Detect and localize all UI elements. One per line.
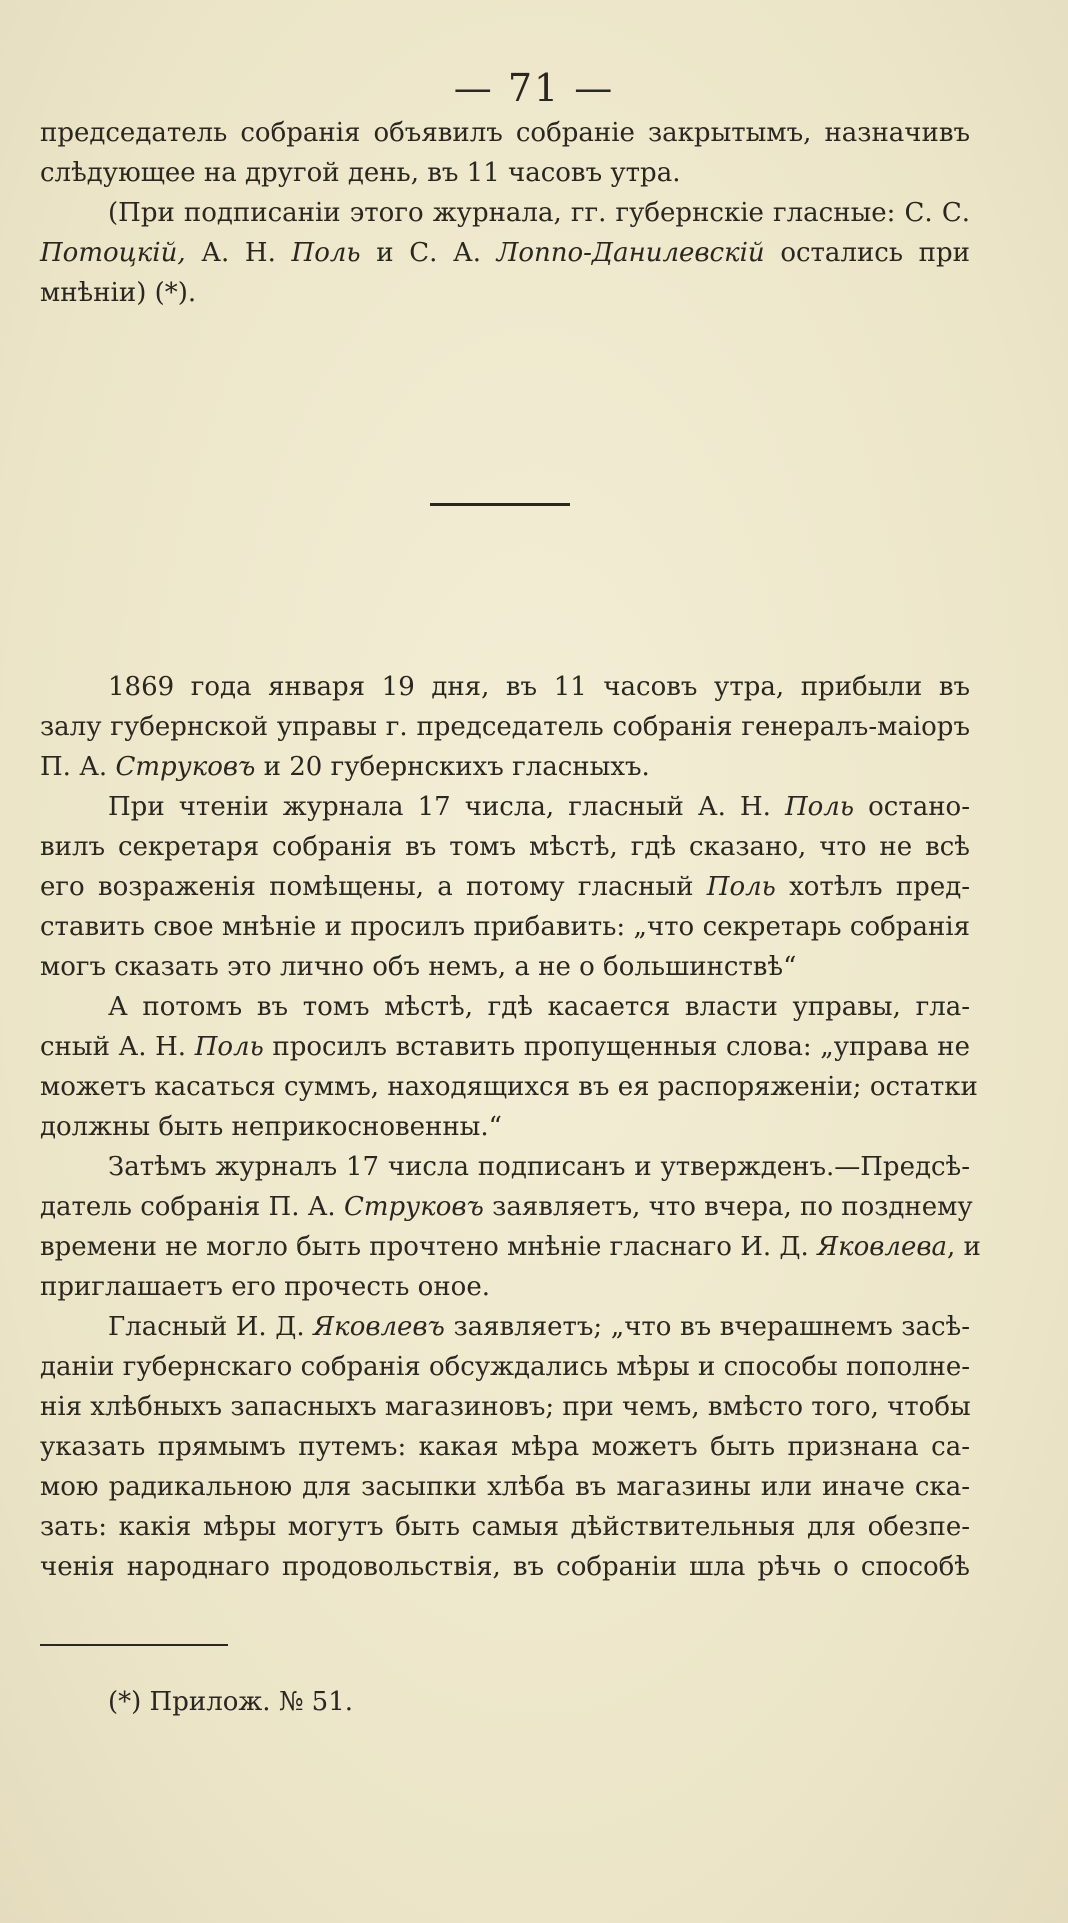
italic-name: Поль — [706, 872, 776, 902]
text-segment: нія хлѣбныхъ запасныхъ магазиновъ; при чемъ, вмѣсто того, чтобы — [40, 1392, 971, 1422]
text-line — [40, 707, 970, 747]
text-line — [40, 827, 970, 867]
text-line — [40, 1387, 970, 1427]
text-line — [40, 987, 970, 1027]
text-segment: и С. А. — [360, 238, 497, 268]
text-segment: просилъ вставить пропущенныя слова: „управа не — [263, 1032, 970, 1062]
text-line — [40, 273, 970, 313]
text-line — [40, 1427, 970, 1467]
text-segment: слѣдующее на другой день, въ 11 часовъ утра. — [40, 158, 681, 188]
italic-name: Поль — [784, 792, 855, 822]
text-segment: датель собранія П. А. — [40, 1192, 344, 1222]
text-line — [40, 1107, 970, 1147]
text-segment: остано- — [854, 792, 970, 822]
text-segment: указать прямымъ путемъ: какая мѣра можетъ быть признана са- — [40, 1432, 970, 1462]
text-line — [40, 1307, 970, 1347]
italic-name: Яковлевъ — [313, 1312, 445, 1342]
text-line — [40, 233, 970, 273]
text-line — [40, 113, 970, 153]
text-segment: заявляетъ, что вчера, по позднему — [483, 1192, 973, 1222]
text-line — [40, 1547, 970, 1587]
text-line — [40, 1227, 981, 1267]
text-segment: даніи губернскаго собранія обсуждались мѣры и способы пополне- — [40, 1352, 970, 1382]
text-segment: Затѣмъ журналъ 17 числа подписанъ и утвержденъ.—Предсѣ- — [108, 1152, 970, 1182]
text-segment: 1869 года января 19 дня, въ 11 часовъ утра, прибыли въ — [108, 672, 970, 702]
text-segment: мнѣніи) (*). — [40, 278, 197, 308]
text-line — [40, 747, 970, 787]
text-segment: ставить свое мнѣніе и просилъ прибавить: „что секретарь собранія — [40, 912, 970, 942]
text-segment: заявляетъ; „что въ вчерашнемъ засѣ- — [444, 1312, 970, 1342]
italic-name: Поль — [291, 238, 361, 268]
text-segment: зать: какія мѣры могутъ быть самыя дѣйствительныя для обезпе- — [40, 1512, 970, 1542]
text-segment: (При подписаніи этого журнала, гг. губернскіе гласные: С. С. — [108, 198, 970, 228]
text-segment: приглашаетъ его прочесть оное. — [40, 1272, 490, 1302]
italic-name: Потоцкій, — [40, 238, 202, 268]
text-line — [40, 947, 970, 987]
footnote: (*) Прилож. № 51. — [108, 1687, 354, 1717]
italic-name: Струковъ — [115, 752, 256, 782]
italic-name: Лоппо-Данилевскій — [496, 238, 765, 268]
text-segment: вилъ секретаря собранія въ томъ мѣстѣ, гдѣ сказано, что не всѣ — [40, 832, 970, 862]
italic-name: Яковлева — [817, 1232, 947, 1262]
text-segment: ченія народнаго продовольствія, въ собраніи шла рѣчь о способѣ — [40, 1552, 970, 1582]
italic-name: Поль — [194, 1032, 264, 1062]
text-line — [40, 1347, 970, 1387]
text-segment: Гласный И. Д. — [108, 1312, 314, 1342]
text-line — [40, 787, 970, 827]
text-segment: можетъ касаться суммъ, находящихся въ ея распоряженіи; остатки — [40, 1072, 978, 1102]
text-segment: , и — [946, 1232, 981, 1262]
text-line — [40, 867, 970, 907]
text-segment: А потомъ въ томъ мѣстѣ, гдѣ касается власти управы, гла- — [108, 992, 970, 1022]
text-segment: залу губернской управы г. председатель собранія генералъ-маіоръ — [40, 712, 970, 742]
text-segment: При чтеніи журнала 17 числа, гласный А. Н. — [108, 792, 785, 822]
text-line — [40, 907, 970, 947]
text-segment: остались при — [764, 238, 970, 268]
text-block-main — [40, 667, 981, 1587]
page-number: — 71 — — [453, 66, 615, 110]
text-line — [40, 1027, 970, 1067]
text-segment: могъ сказать это лично объ немъ, а не о большинствѣ“ — [40, 952, 797, 982]
section-divider — [430, 503, 570, 506]
text-segment: времени не могло быть прочтено мнѣніе гласнаго И. Д. — [40, 1232, 818, 1262]
text-line — [40, 1507, 970, 1547]
text-segment: сный А. Н. — [40, 1032, 195, 1062]
text-segment: должны быть неприкосновенны.“ — [40, 1112, 502, 1142]
text-segment: П. А. — [40, 752, 116, 782]
text-line — [40, 153, 970, 193]
text-segment: и 20 губернскихъ гласныхъ. — [255, 752, 650, 782]
footnote-divider — [40, 1644, 228, 1646]
italic-name: Струковъ — [343, 1192, 484, 1222]
text-line — [40, 1467, 970, 1507]
text-segment: А. Н. — [201, 238, 292, 268]
text-line — [40, 1187, 973, 1227]
text-segment: председатель собранія объявилъ собраніе закрытымъ, назначивъ — [40, 118, 970, 148]
text-line — [40, 1147, 970, 1187]
text-line — [40, 667, 970, 707]
text-segment: хотѣлъ пред- — [775, 872, 971, 902]
text-line — [40, 1267, 970, 1307]
text-segment: мою радикальною для засыпки хлѣба въ магазины или иначе ска- — [40, 1472, 970, 1502]
text-segment: его возраженія помѣщены, а потому гласный — [40, 872, 707, 902]
text-line — [40, 193, 970, 233]
text-block-top — [40, 113, 970, 313]
text-line — [40, 1067, 978, 1107]
